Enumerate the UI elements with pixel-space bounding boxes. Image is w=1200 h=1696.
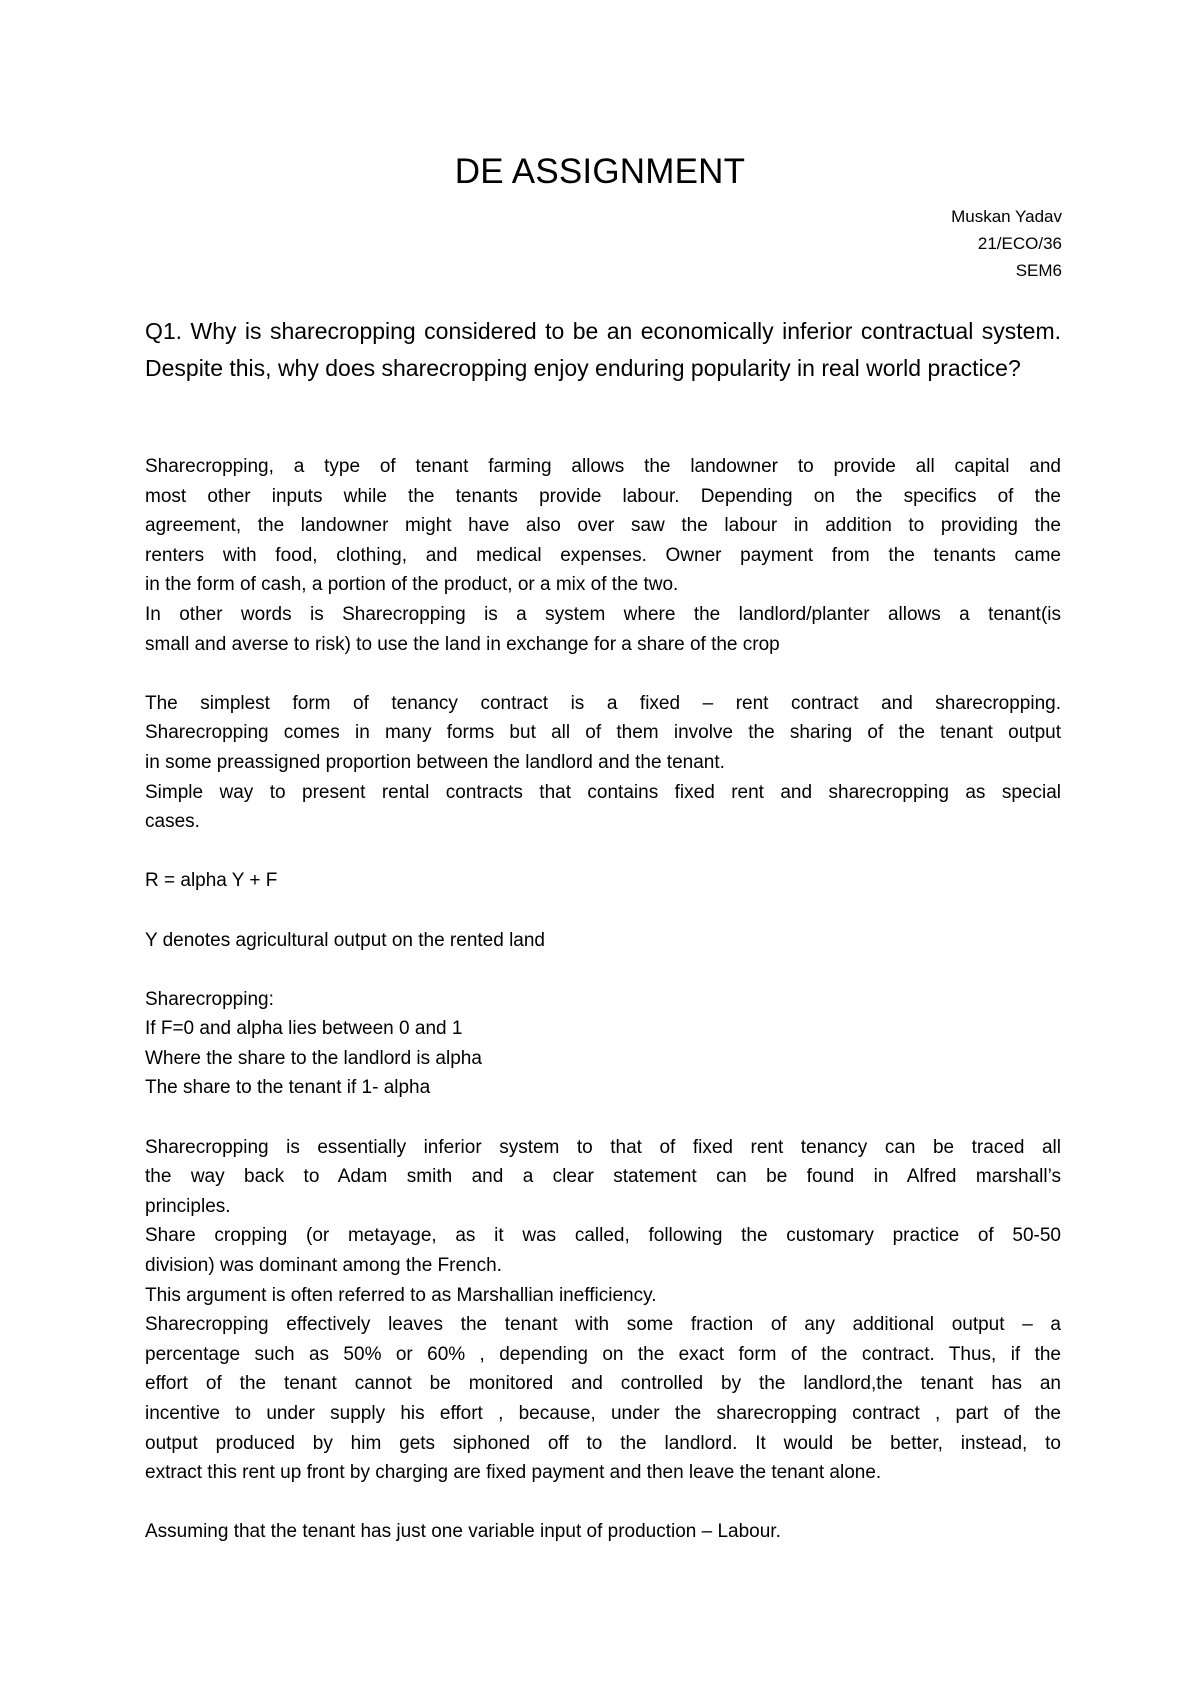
paragraph-line: Share cropping (or metayage, as it was called, following the customary practice of 50-50 [145,1225,1061,1247]
paragraph-line: The share to the tenant if 1- alpha [145,1077,431,1099]
paragraph-line: The simplest form of tenancy contract is a fixed – rent contract and sharecropping. [145,692,1061,714]
author-name: Muskan Yadav [951,207,1062,226]
answer-body [145,452,1061,1577]
document-title: DE ASSIGNMENT [454,152,746,191]
paragraph-line: If F=0 and alpha lies between 0 and 1 [145,1018,463,1040]
author-block [951,203,1062,284]
author-roll-number: 21/ECO/36 [977,234,1062,253]
paragraph-line: in some preassigned proportion between the landlord and the tenant. [145,751,725,773]
paragraph-line: This argument is often referred to as Marshallian inefficiency. [145,1284,657,1306]
paragraph-line: Sharecropping, a type of tenant farming allows the landowner to provide all capital and [145,456,1061,477]
paragraph-line: agreement, the landowner might have also over saw the labour in addition to providing the [145,515,1061,537]
paragraph [145,1517,1061,1547]
paragraph [145,452,1061,659]
paragraph-line: extract this rent up front by charging are fixed payment and then leave the tenant alone. [145,1462,882,1484]
paragraph-line: Sharecropping is essentially inferior system to that of fixed rent tenancy can be traced all [145,1136,1061,1158]
paragraph-line: Where the share to the landlord is alpha [145,1047,482,1069]
paragraph-line: principles. [145,1195,231,1217]
paragraph-line: Assuming that the tenant has just one variable input of production – Labour. [145,1521,781,1543]
paragraph-line: most other inputs while the tenants provide labour. Depending on the specifics of the [145,485,1061,507]
paragraph-line: In other words is Sharecropping is a system where the landlord/planter allows a tenant(is [145,603,1061,625]
paragraph-line: effort of the tenant cannot be monitored and controlled by the landlord,the tenant has an [145,1373,1061,1395]
paragraph-line: the way back to Adam smith and a clear statement can be found in Alfred marshall’s [145,1166,1061,1188]
paragraph-line: percentage such as 50% or 60% , depending on the exact form of the contract. Thus, if the [145,1343,1061,1365]
paragraph [145,1133,1061,1488]
paragraph-line: small and averse to risk) to use the land in exchange for a share of the crop [145,633,780,655]
paragraph-line: Y denotes agricultural output on the rented land [145,929,545,951]
paragraph-line: R = alpha Y + F [145,870,278,892]
paragraph-line: Simple way to present rental contracts that contains fixed rent and sharecropping as special [145,781,1061,803]
paragraph [145,866,1061,896]
question-text: Q1. Why is sharecropping considered to be an economically inferior contractual system. Despite this, why does sharecropping enjoy enduring popularity in real world practice? [145,318,1061,381]
paragraph-line: renters with food, clothing, and medical expenses. Owner payment from the tenants came [145,544,1061,566]
paragraph-line: in the form of cash, a portion of the product, or a mix of the two. [145,574,679,596]
paragraph [145,926,1061,956]
paragraph-line: incentive to under supply his effort , because, under the sharecropping contract , part of the [145,1403,1061,1424]
paragraph-line: Sharecropping: [145,988,274,1010]
paragraph-line: Sharecropping effectively leaves the tenant with some fraction of any additional output – a [145,1314,1061,1336]
paragraph [145,985,1061,1103]
paragraph-line: Sharecropping comes in many forms but all of them involve the sharing of the tenant output [145,722,1061,744]
paragraph-line: cases. [145,811,200,833]
author-semester: SEM6 [1015,261,1062,280]
paragraph [145,689,1061,837]
paragraph-line: division) was dominant among the French. [145,1255,502,1277]
paragraph-line: output produced by him gets siphoned off to the landlord. It would be better, instead, to [145,1432,1061,1454]
